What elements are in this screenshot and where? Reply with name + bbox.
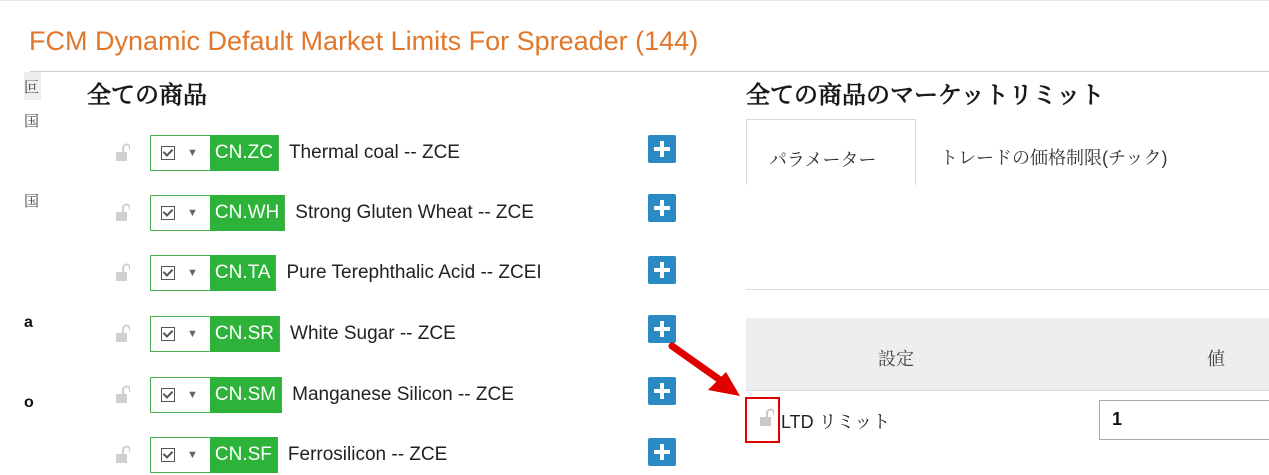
product-select[interactable] bbox=[150, 255, 276, 291]
product-name: Pure Terephthalic Acid -- ZCEI bbox=[286, 262, 542, 283]
product-code: CN.ZC bbox=[210, 135, 278, 171]
lock-open-icon[interactable] bbox=[114, 385, 130, 405]
chevron-down-icon[interactable]: ▼ bbox=[187, 389, 198, 401]
product-select[interactable] bbox=[150, 316, 280, 352]
lock-open-icon[interactable] bbox=[114, 143, 130, 163]
column-header-value: 値 bbox=[1207, 349, 1225, 369]
tabs-divider bbox=[746, 289, 1269, 290]
product-select[interactable] bbox=[150, 437, 278, 473]
product-code: CN.SM bbox=[210, 377, 281, 413]
lock-open-icon[interactable] bbox=[114, 324, 130, 344]
lock-open-icon[interactable] bbox=[758, 408, 774, 433]
product-code: CN.WH bbox=[210, 195, 284, 231]
lock-open-icon[interactable] bbox=[114, 263, 130, 283]
strip-text: 国 bbox=[24, 113, 40, 130]
tab-parameters-label[interactable]: パラメーター bbox=[769, 150, 877, 170]
add-icon[interactable] bbox=[648, 256, 676, 284]
title-divider bbox=[30, 71, 1269, 72]
add-icon[interactable] bbox=[648, 194, 676, 222]
left-sidebar-strip bbox=[0, 72, 42, 453]
strip-text: o bbox=[24, 394, 34, 411]
add-icon[interactable] bbox=[648, 315, 676, 343]
column-header-setting: 設定 bbox=[878, 349, 914, 369]
ltd-limit-label: LTD リミット bbox=[781, 412, 891, 432]
product-select[interactable] bbox=[150, 377, 282, 413]
chevron-down-icon[interactable]: ▼ bbox=[187, 207, 198, 219]
product-name: Strong Gluten Wheat -- ZCE bbox=[295, 202, 534, 223]
products-panel-title: 全ての商品 bbox=[87, 82, 207, 109]
product-row bbox=[114, 133, 460, 173]
product-name: Thermal coal -- ZCE bbox=[288, 142, 460, 163]
table-divider bbox=[746, 390, 1269, 391]
product-name: Manganese Silicon -- ZCE bbox=[292, 384, 514, 405]
checkbox-icon[interactable] bbox=[161, 448, 175, 462]
strip-text: 叵 bbox=[24, 79, 40, 96]
chevron-down-icon[interactable]: ▼ bbox=[187, 267, 198, 279]
chevron-down-icon[interactable]: ▼ bbox=[187, 328, 198, 340]
product-row bbox=[114, 314, 456, 354]
ltd-limit-input[interactable]: 1 bbox=[1099, 400, 1269, 440]
lock-open-icon[interactable] bbox=[114, 203, 130, 223]
top-divider bbox=[0, 0, 1269, 1]
checkbox-icon[interactable] bbox=[161, 388, 175, 402]
product-code: CN.SF bbox=[210, 437, 277, 473]
tab-trade-price-limit[interactable]: トレードの価格制限(チック) bbox=[940, 148, 1168, 168]
checkbox-icon[interactable] bbox=[161, 206, 175, 220]
checkbox-icon[interactable] bbox=[161, 266, 175, 280]
lock-open-icon[interactable] bbox=[114, 445, 130, 465]
product-row bbox=[114, 253, 542, 293]
strip-text: 国 bbox=[24, 193, 40, 210]
chevron-down-icon[interactable]: ▼ bbox=[187, 147, 198, 159]
checkbox-icon[interactable] bbox=[161, 146, 175, 160]
page-title: FCM Dynamic Default Market Limits For Spreader (144) bbox=[29, 26, 699, 56]
limits-panel-title: 全ての商品のマーケットリミット bbox=[746, 82, 1105, 109]
product-code: CN.SR bbox=[210, 316, 279, 352]
product-code: CN.TA bbox=[210, 255, 276, 291]
product-name: White Sugar -- ZCE bbox=[290, 323, 456, 344]
add-icon[interactable] bbox=[648, 135, 676, 163]
product-name: Ferrosilicon -- ZCE bbox=[287, 444, 448, 465]
product-select[interactable] bbox=[150, 195, 285, 231]
add-icon[interactable] bbox=[648, 438, 676, 466]
product-row bbox=[114, 435, 447, 475]
table-header bbox=[746, 318, 1269, 390]
chevron-down-icon[interactable]: ▼ bbox=[187, 449, 198, 461]
product-select[interactable] bbox=[150, 135, 279, 171]
product-row bbox=[114, 193, 534, 233]
product-row bbox=[114, 375, 514, 415]
strip-text: a bbox=[24, 314, 33, 331]
checkbox-icon[interactable] bbox=[161, 327, 175, 341]
red-arrow-annotation bbox=[668, 340, 742, 400]
